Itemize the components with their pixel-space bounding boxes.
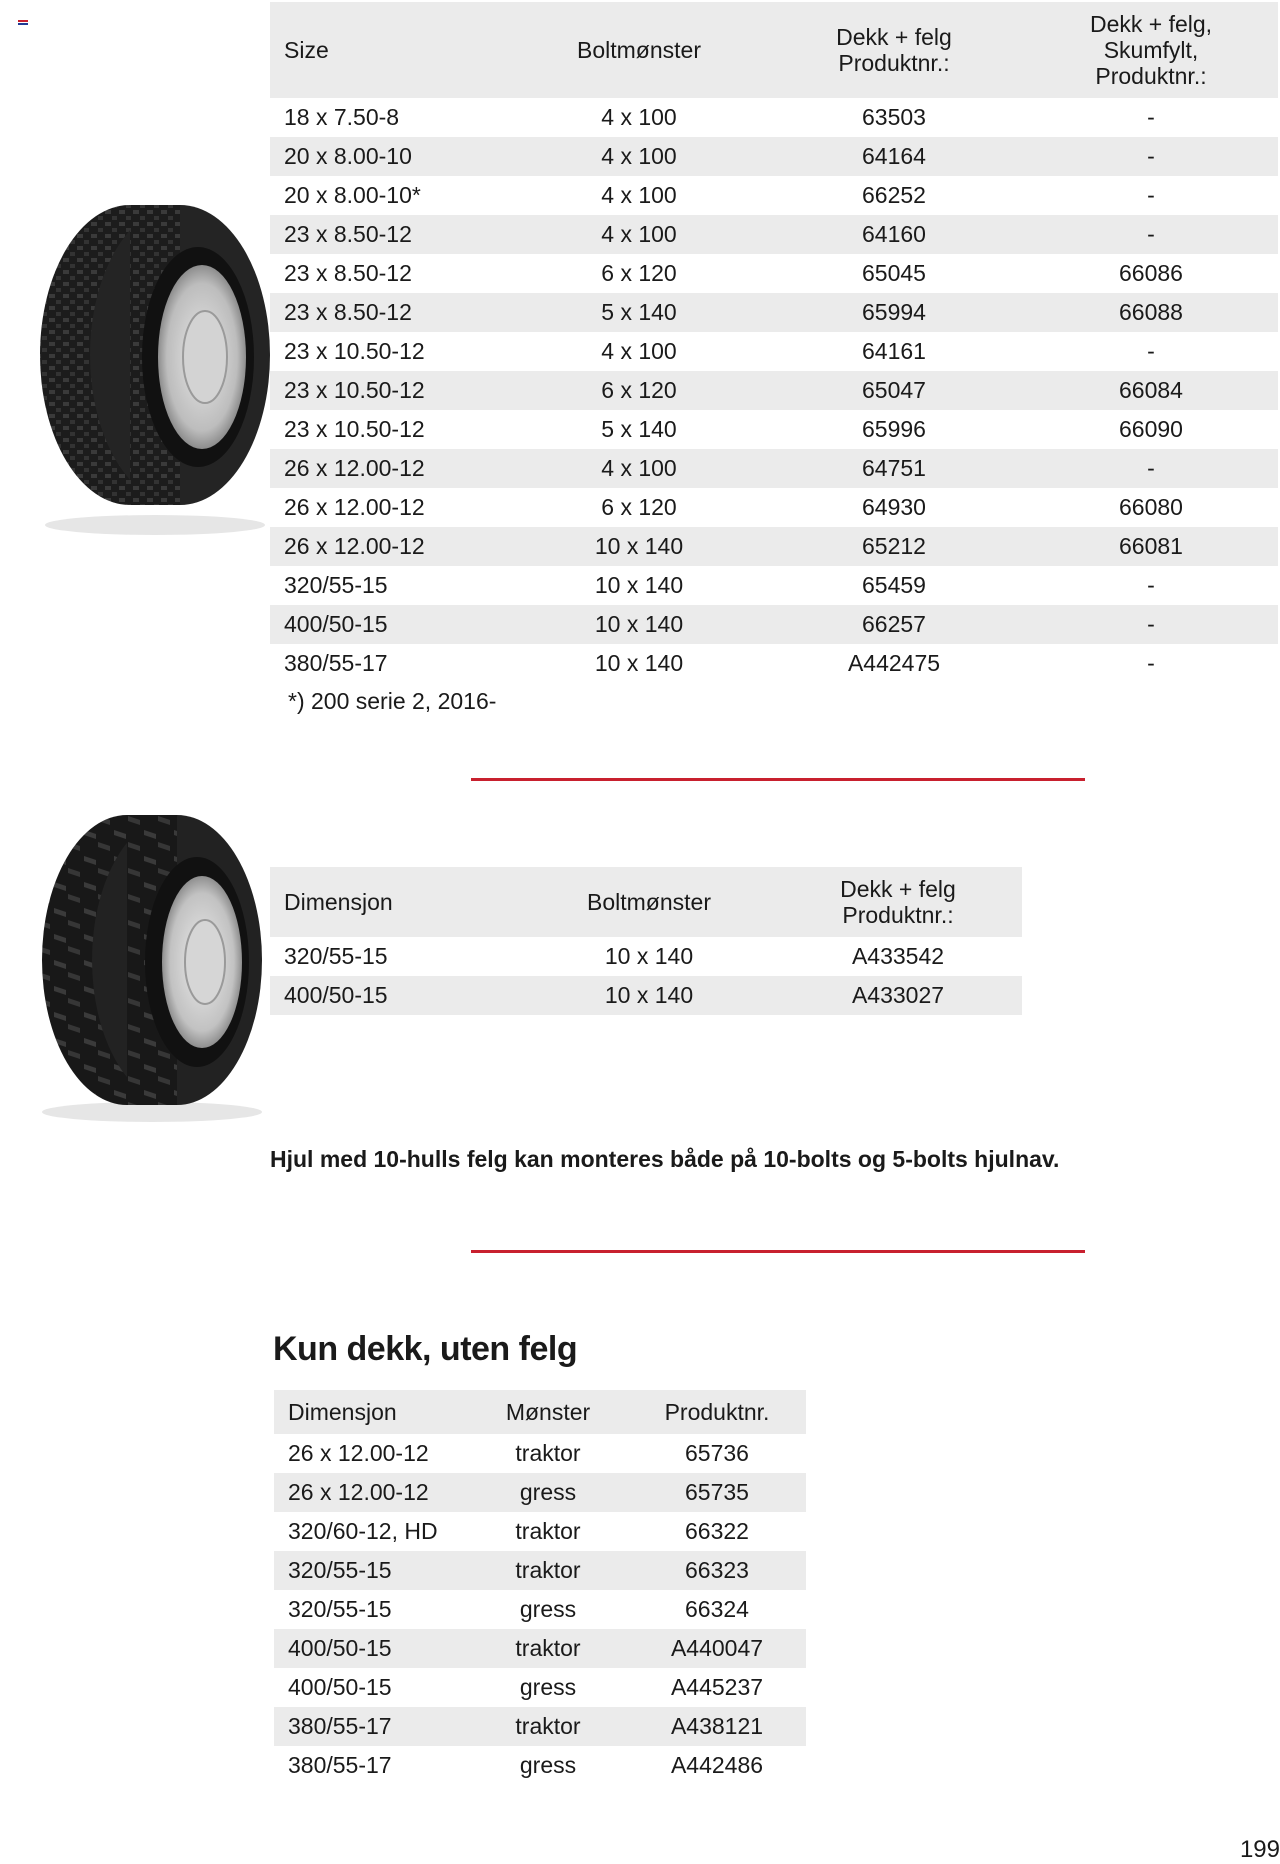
table-row: 400/50-15 gress A445237 bbox=[288, 1674, 764, 1700]
tire-rim-table bbox=[270, 2, 1278, 683]
wheel-table bbox=[270, 867, 1022, 1015]
header-dimension: Dimensjon bbox=[288, 1398, 397, 1425]
table-header-row bbox=[270, 2, 1278, 98]
table-row: 400/50-15 10 x 140 66257 - bbox=[270, 605, 1278, 644]
footnote: *) 200 serie 2, 2016- bbox=[288, 688, 497, 714]
table-row: 320/55-15 10 x 140 A433542 bbox=[284, 943, 945, 969]
table-row: 320/55-15 gress 66324 bbox=[288, 1596, 749, 1622]
tractor-tire-image bbox=[22, 800, 272, 1130]
flag-icon bbox=[18, 20, 28, 27]
header-product-number: Produktnr. bbox=[664, 1398, 770, 1425]
table-row: 26 x 12.00-12 10 x 140 65212 66081 bbox=[270, 527, 1278, 566]
table-row: 20 x 8.00-10 4 x 100 64164 - bbox=[270, 137, 1278, 176]
table-header-row bbox=[274, 1390, 806, 1434]
table-row: 400/50-15 10 x 140 A433027 bbox=[270, 976, 1022, 1015]
table-row: 26 x 12.00-12 6 x 120 64930 66080 bbox=[284, 494, 1183, 520]
table-row: 23 x 8.50-12 4 x 100 64160 - bbox=[270, 215, 1278, 254]
info-text: Hjul med 10-hulls felg kan monteres både på 10-bolts og 5-bolts hjulnav. bbox=[270, 1146, 1060, 1172]
tire-only-table bbox=[274, 1390, 806, 1785]
table-row: 26 x 12.00-12 gress 65735 bbox=[274, 1473, 806, 1512]
divider bbox=[471, 1250, 1085, 1253]
header-bolt-pattern: Boltmønster bbox=[577, 37, 701, 63]
header-size: Size bbox=[284, 37, 329, 63]
table-row: 320/60-12, HD traktor 66322 bbox=[288, 1518, 749, 1544]
header-product-number: Dekk + felg Produktnr.: bbox=[836, 24, 952, 76]
turf-tire-image bbox=[20, 185, 270, 545]
header-product-number: Dekk + felg Produktnr.: bbox=[840, 876, 956, 928]
table-row: 23 x 8.50-12 6 x 120 65045 66086 bbox=[284, 260, 1183, 286]
table-row: 23 x 10.50-12 5 x 140 65996 66090 bbox=[284, 416, 1183, 442]
table-row: 26 x 12.00-12 4 x 100 64751 - bbox=[270, 449, 1278, 488]
table-row: 20 x 8.00-10* 4 x 100 66252 - bbox=[284, 182, 1155, 208]
table-row: 23 x 10.50-12 4 x 100 64161 - bbox=[284, 338, 1155, 364]
table-row: 380/55-17 traktor A438121 bbox=[274, 1707, 806, 1746]
header-bolt-pattern: Boltmønster bbox=[587, 889, 711, 915]
header-foam-product-number: Dekk + felg, Skumfylt, Produktnr.: bbox=[1089, 11, 1213, 89]
table-row: 380/55-17 gress A442486 bbox=[288, 1752, 764, 1778]
table-row: 18 x 7.50-8 4 x 100 63503 - bbox=[284, 104, 1155, 130]
section-title: Kun dekk, uten felg bbox=[273, 1330, 578, 1368]
header-pattern: Mønster bbox=[505, 1398, 591, 1425]
table-row: 23 x 8.50-12 5 x 140 65994 66088 bbox=[270, 293, 1278, 332]
divider bbox=[471, 778, 1085, 781]
table-header-row bbox=[270, 867, 1022, 937]
table-row: 380/55-17 10 x 140 A442475 - bbox=[284, 650, 1155, 676]
table-row: 320/55-15 traktor 66323 bbox=[274, 1551, 806, 1590]
table-row: 400/50-15 traktor A440047 bbox=[274, 1629, 806, 1668]
table-row: 320/55-15 10 x 140 65459 - bbox=[284, 572, 1155, 598]
page-number: 199 bbox=[1239, 1836, 1280, 1863]
table-row: 23 x 10.50-12 6 x 120 65047 66084 bbox=[270, 371, 1278, 410]
header-dimension: Dimensjon bbox=[284, 889, 393, 915]
table-row: 26 x 12.00-12 traktor 65736 bbox=[288, 1440, 749, 1466]
